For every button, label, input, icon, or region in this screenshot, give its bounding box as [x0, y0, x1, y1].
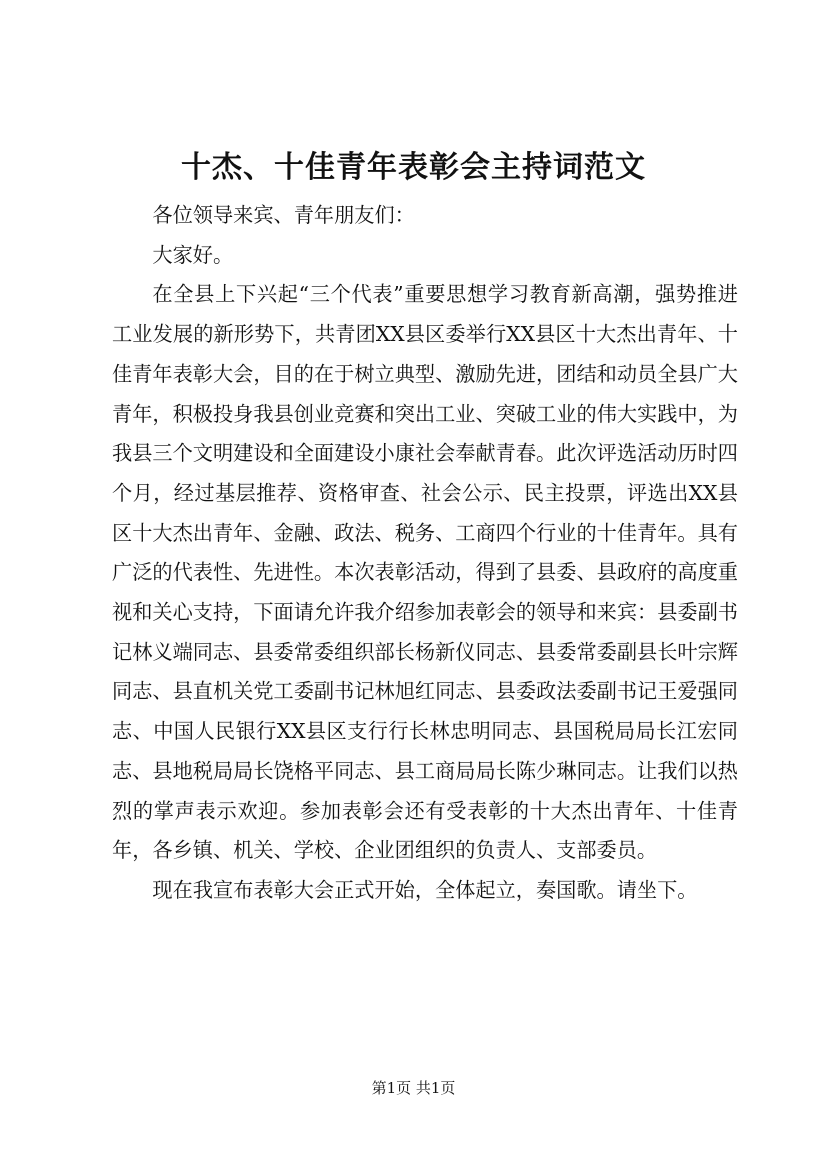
- main-paragraph: 在全县上下兴起“三个代表”重要思想学习教育新高潮，强势推进工业发展的新形势下，共青团XX县区委举行XX县区十大杰出青年、十佳青年表彰大会，目的在于树立典型、激励先进，团结和动员全县广大青年，积极投身我县创业竞赛和突出工业、突破工业的伟大实践中，为我县三个文明建设和全面建设小康社会奉献青春。此次评选活动历时四个月，经过基层推荐、资格审查、社会公示、民主投票，评选出XX县区十大杰出青年、金融、政法、税务、工商四个行业的十佳青年。具有广泛的代表性、先进性。本次表彰活动，得到了县委、县政府的高度重视和关心支持，下面请允许我介绍参加表彰会的领导和来宾：县委副书记林义端同志、县委常委组织部长杨新仪同志、县委常委副县长叶宗辉同志、县直机关党工委副书记林旭红同志、县委政法委副书记王爱强同志、中国人民银行XX县区支行行长林忠明同志、县国税局局长江宏同志、县地税局局长饶格平同志、县工商局局长陈少琳同志。让我们以热烈的掌声表示欢迎。参加表彰会还有受表彰的十大杰出青年、十佳青年，各乡镇、机关、学校、企业团组织的负责人、支部委员。: [112, 282, 738, 863]
- greeting-paragraph: 大家好。: [152, 242, 234, 267]
- page-number-footer: 第1页 共1页: [371, 1079, 456, 1097]
- closing-paragraph: 现在我宣布表彰大会正式开始，全体起立，奏国歌。请坐下。: [152, 877, 698, 902]
- document-title: 十杰、十佳青年表彰会主持词范文: [181, 150, 646, 185]
- document-body: [112, 196, 738, 911]
- salutation-paragraph: 各位领导来宾、青年朋友们：: [152, 203, 415, 227]
